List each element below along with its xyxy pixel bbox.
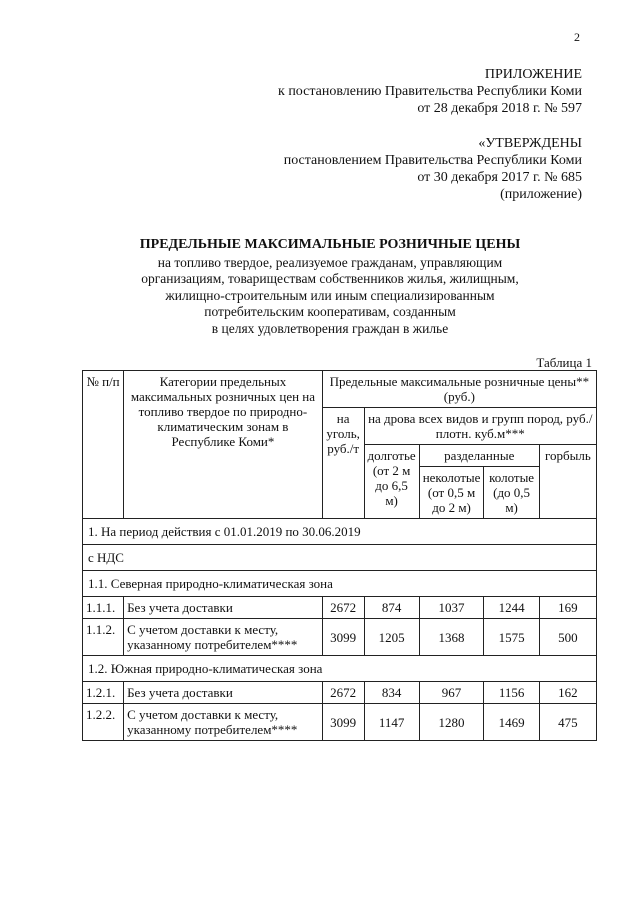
cell-coal: 2672 (322, 682, 364, 704)
zone-title: 1.1. Северная природно-климатическая зона (83, 571, 597, 597)
header-prices: Предельные максимальные розничные цены** (руб.) (322, 371, 596, 408)
cell-long: 1147 (364, 704, 419, 741)
appendix-header (278, 66, 582, 117)
cell-slab: 500 (539, 619, 596, 656)
table-header-row (83, 371, 597, 408)
cell-split: 1156 (484, 682, 539, 704)
vat-label: с НДС (83, 545, 597, 571)
row-name: Без учета доставки (124, 682, 323, 704)
subtitle-line: организациям, товариществам собственников жилья, жилищным, (141, 271, 519, 286)
approved-note: (приложение) (500, 187, 582, 202)
table-row (83, 682, 597, 704)
header-coal: на уголь, руб./т (322, 408, 364, 519)
subtitle-line: на топливо твердое, реализуемое гражданам, управляющим (157, 254, 503, 270)
row-name: С учетом доставки к месту, указанному потребителем**** (124, 619, 323, 656)
cell-long: 834 (364, 682, 419, 704)
table-row (83, 597, 597, 619)
section-row (83, 571, 597, 597)
header-category: Категории предельных максимальных розничных цен на топливо твердое по природно-климатическим зонам в Республике Коми* (124, 371, 323, 519)
zone-title: 1.2. Южная природно-климатическая зона (83, 656, 597, 682)
section-row (83, 545, 597, 571)
header-slab: горбыль (539, 445, 596, 519)
cell-slab: 475 (539, 704, 596, 741)
period-label: 1. На период действия с 01.01.2019 по 30.06.2019 (83, 519, 597, 545)
table-caption: Таблица 1 (536, 355, 592, 370)
appendix-date: от 28 декабря 2018 г. № 597 (417, 101, 582, 116)
row-num: 1.1.1. (83, 597, 124, 619)
cell-unsplit: 1280 (419, 704, 484, 741)
cell-split: 1244 (484, 597, 539, 619)
cell-slab: 162 (539, 682, 596, 704)
cell-unsplit: 1037 (419, 597, 484, 619)
approved-title: «УТВЕРЖДЕНЫ (478, 136, 582, 151)
cell-long: 1205 (364, 619, 419, 656)
header-split: колотые (до 0,5 м) (484, 467, 539, 519)
price-table (82, 370, 597, 741)
row-name: С учетом доставки к месту, указанному потребителем**** (124, 704, 323, 741)
section-row (83, 656, 597, 682)
cell-split: 1575 (484, 619, 539, 656)
row-num: 1.2.2. (83, 704, 124, 741)
cell-coal: 2672 (322, 597, 364, 619)
header-num: № п/п (83, 371, 124, 519)
header-long: долготье (от 2 м до 6,5 м) (364, 445, 419, 519)
page-number: 2 (574, 30, 580, 44)
table-row (83, 619, 597, 656)
header-cut: разделанные (419, 445, 539, 467)
subtitle-line: жилищно-строительным или иным специализированным (165, 287, 495, 303)
row-num: 1.2.1. (83, 682, 124, 704)
cell-unsplit: 1368 (419, 619, 484, 656)
header-firewood: на дрова всех видов и групп пород, руб./плотн. куб.м*** (364, 408, 596, 445)
appendix-title: ПРИЛОЖЕНИЕ (484, 67, 582, 82)
cell-slab: 169 (539, 597, 596, 619)
cell-long: 874 (364, 597, 419, 619)
approved-resolution: постановлением Правительства Республики Коми (283, 153, 582, 168)
row-name: Без учета доставки (124, 597, 323, 619)
cell-unsplit: 967 (419, 682, 484, 704)
table-row (83, 704, 597, 741)
row-num: 1.1.2. (83, 619, 124, 656)
header-unsplit: неколотые (от 0,5 м до 2 м) (419, 467, 484, 519)
approved-date: от 30 декабря 2017 г. № 685 (417, 170, 582, 185)
subtitle-line: потребительским кооперативам, созданным (204, 304, 456, 319)
subtitle-line: в целях удовлетворения граждан в жилье (211, 320, 449, 336)
approved-block (284, 135, 582, 203)
section-row (83, 519, 597, 545)
cell-coal: 3099 (322, 704, 364, 741)
appendix-resolution: к постановлению Правительства Республики Коми (278, 84, 582, 99)
document-title (110, 237, 550, 337)
cell-split: 1469 (484, 704, 539, 741)
main-title: ПРЕДЕЛЬНЫЕ МАКСИМАЛЬНЫЕ РОЗНИЧНЫЕ ЦЕНЫ (139, 237, 521, 252)
cell-coal: 3099 (322, 619, 364, 656)
